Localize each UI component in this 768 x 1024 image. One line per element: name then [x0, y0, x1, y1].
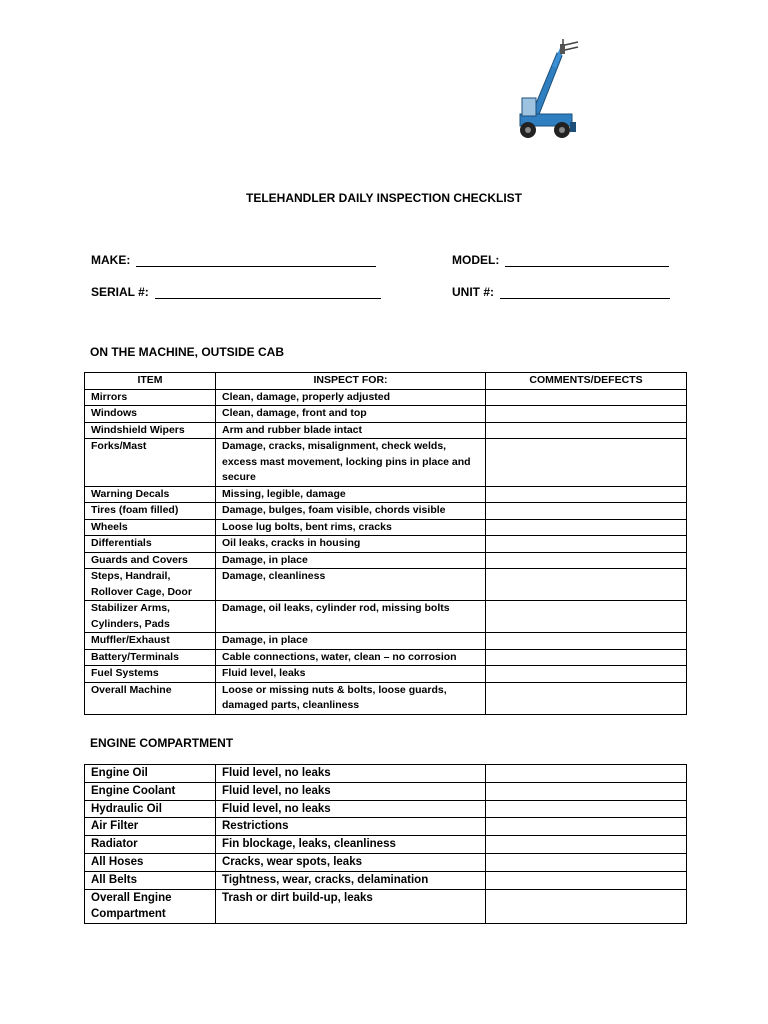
outside-cab-checklist-table [84, 372, 687, 715]
item-cell: Air Filter [85, 818, 216, 836]
comments-cell[interactable] [486, 406, 687, 423]
item-cell: Warning Decals [85, 486, 216, 503]
item-cell: Overall Engine Compartment [85, 889, 216, 924]
inspect-cell: Fluid level, no leaks [216, 782, 486, 800]
model-label: MODEL: [452, 253, 500, 267]
table-row [85, 889, 687, 924]
comments-cell[interactable] [486, 519, 687, 536]
comments-cell[interactable] [486, 552, 687, 569]
item-cell: Tires (foam filled) [85, 503, 216, 520]
table-row [85, 422, 687, 439]
item-cell: Battery/Terminals [85, 649, 216, 666]
section-title-engine-compartment: ENGINE COMPARTMENT [90, 736, 234, 750]
comments-cell[interactable] [486, 782, 687, 800]
inspect-cell: Damage, cracks, misalignment, check welds, excess mast movement, locking pins in place and secure [216, 439, 486, 487]
make-field[interactable] [91, 253, 376, 267]
header-item: ITEM [85, 373, 216, 390]
table-row [85, 536, 687, 553]
item-cell: All Belts [85, 871, 216, 889]
model-field[interactable] [452, 253, 669, 267]
inspect-cell: Loose or missing nuts & bolts, loose guards, damaged parts, cleanliness [216, 682, 486, 714]
comments-cell[interactable] [486, 601, 687, 633]
inspect-cell: Clean, damage, properly adjusted [216, 389, 486, 406]
table-row [85, 782, 687, 800]
inspect-cell: Damage, in place [216, 633, 486, 650]
comments-cell[interactable] [486, 800, 687, 818]
serial-field[interactable] [91, 285, 381, 299]
table-row [85, 389, 687, 406]
item-cell: Mirrors [85, 389, 216, 406]
table-row [85, 552, 687, 569]
table-row [85, 871, 687, 889]
table-row [85, 800, 687, 818]
inspect-cell: Damage, cleanliness [216, 569, 486, 601]
table-row [85, 836, 687, 854]
inspect-cell: Damage, in place [216, 552, 486, 569]
table-row [85, 503, 687, 520]
item-cell: Windshield Wipers [85, 422, 216, 439]
inspect-cell: Oil leaks, cracks in housing [216, 536, 486, 553]
unit-input-line[interactable] [500, 286, 670, 299]
make-label: MAKE: [91, 253, 131, 267]
item-cell: Radiator [85, 836, 216, 854]
item-cell: Engine Coolant [85, 782, 216, 800]
comments-cell[interactable] [486, 818, 687, 836]
table-row [85, 666, 687, 683]
item-cell: All Hoses [85, 853, 216, 871]
section-title-outside-cab: ON THE MACHINE, OUTSIDE CAB [90, 345, 285, 359]
unit-label: UNIT #: [452, 285, 494, 299]
inspect-cell: Trash or dirt build-up, leaks [216, 889, 486, 924]
item-cell: Guards and Covers [85, 552, 216, 569]
inspect-cell: Missing, legible, damage [216, 486, 486, 503]
inspect-cell: Loose lug bolts, bent rims, cracks [216, 519, 486, 536]
item-cell: Overall Machine [85, 682, 216, 714]
inspect-cell: Restrictions [216, 818, 486, 836]
make-input-line[interactable] [136, 254, 376, 267]
inspect-cell: Fluid level, no leaks [216, 800, 486, 818]
comments-cell[interactable] [486, 486, 687, 503]
table-row [85, 406, 687, 423]
comments-cell[interactable] [486, 569, 687, 601]
comments-cell[interactable] [486, 871, 687, 889]
comments-cell[interactable] [486, 536, 687, 553]
inspect-cell: Cable connections, water, clean – no corrosion [216, 649, 486, 666]
table-row [85, 486, 687, 503]
comments-cell[interactable] [486, 889, 687, 924]
item-cell: Engine Oil [85, 765, 216, 783]
item-cell: Wheels [85, 519, 216, 536]
comments-cell[interactable] [486, 649, 687, 666]
table-row [85, 853, 687, 871]
comments-cell[interactable] [486, 836, 687, 854]
inspect-cell: Tightness, wear, cracks, delamination [216, 871, 486, 889]
page-title: TELEHANDLER DAILY INSPECTION CHECKLIST [245, 191, 523, 205]
table-row [85, 519, 687, 536]
table-row [85, 818, 687, 836]
unit-field[interactable] [452, 285, 670, 299]
comments-cell[interactable] [486, 439, 687, 487]
table-row [85, 765, 687, 783]
model-input-line[interactable] [505, 254, 669, 267]
comments-cell[interactable] [486, 389, 687, 406]
inspect-cell: Cracks, wear spots, leaks [216, 853, 486, 871]
inspect-cell: Clean, damage, front and top [216, 406, 486, 423]
item-cell: Differentials [85, 536, 216, 553]
comments-cell[interactable] [486, 666, 687, 683]
serial-input-line[interactable] [155, 286, 381, 299]
table-row [85, 682, 687, 714]
item-cell: Steps, Handrail, Rollover Cage, Door [85, 569, 216, 601]
engine-compartment-checklist-table [84, 764, 687, 924]
comments-cell[interactable] [486, 633, 687, 650]
item-cell: Windows [85, 406, 216, 423]
table-row [85, 601, 687, 633]
inspect-cell: Damage, oil leaks, cylinder rod, missing bolts [216, 601, 486, 633]
comments-cell[interactable] [486, 765, 687, 783]
item-cell: Forks/Mast [85, 439, 216, 487]
table-row [85, 649, 687, 666]
inspect-cell: Fluid level, no leaks [216, 765, 486, 783]
table-row [85, 569, 687, 601]
comments-cell[interactable] [486, 682, 687, 714]
serial-label: SERIAL #: [91, 285, 149, 299]
header-comments: COMMENTS/DEFECTS [486, 373, 687, 390]
item-cell: Stabilizer Arms, Cylinders, Pads [85, 601, 216, 633]
inspect-cell: Arm and rubber blade intact [216, 422, 486, 439]
table-row [85, 633, 687, 650]
item-cell: Fuel Systems [85, 666, 216, 683]
table-header-row [85, 373, 687, 390]
telehandler-machine-icon [508, 36, 588, 144]
inspect-cell: Fin blockage, leaks, cleanliness [216, 836, 486, 854]
inspect-cell: Fluid level, leaks [216, 666, 486, 683]
comments-cell[interactable] [486, 503, 687, 520]
comments-cell[interactable] [486, 422, 687, 439]
table-row [85, 439, 687, 487]
header-inspect-for: INSPECT FOR: [216, 373, 486, 390]
item-cell: Hydraulic Oil [85, 800, 216, 818]
item-cell: Muffler/Exhaust [85, 633, 216, 650]
comments-cell[interactable] [486, 853, 687, 871]
inspect-cell: Damage, bulges, foam visible, chords visible [216, 503, 486, 520]
